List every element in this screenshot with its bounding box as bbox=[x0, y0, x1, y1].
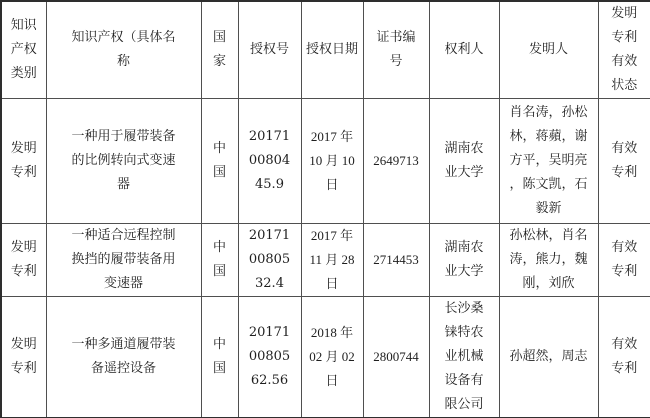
cell-certificate-number: 2800744 bbox=[363, 297, 429, 418]
col-header-category: 知识产权类别 bbox=[1, 1, 46, 99]
col-header-country: 国家 bbox=[201, 1, 238, 99]
cell-grant-number: 201710080532.4 bbox=[238, 224, 301, 297]
cell-category: 发明专利 bbox=[1, 99, 46, 224]
cell-status: 有效专利 bbox=[598, 99, 650, 224]
col-header-certificate-number: 证书编号 bbox=[363, 1, 429, 99]
table-row bbox=[1, 297, 650, 418]
cell-certificate-number: 2714453 bbox=[363, 224, 429, 297]
col-header-grant-number: 授权号 bbox=[238, 1, 301, 99]
cell-category: 发明专利 bbox=[1, 224, 46, 297]
cell-patent-name: 一种多通道履带装备遥控设备 bbox=[46, 297, 201, 418]
table-row bbox=[1, 99, 650, 224]
cell-rights-holder: 长沙桑铼特农业机械设备有限公司 bbox=[429, 297, 499, 418]
table-header bbox=[1, 1, 650, 99]
cell-grant-date: 2017 年 11 月 28 日 bbox=[301, 224, 363, 297]
cell-inventors: 孙超然，周志 bbox=[499, 297, 598, 418]
col-header-grant-date: 授权日期 bbox=[301, 1, 363, 99]
cell-inventors: 孙松林，肖名涛，熊力，魏刚，刘欣 bbox=[499, 224, 598, 297]
header-row bbox=[1, 1, 650, 99]
col-header-rights-holder: 权利人 bbox=[429, 1, 499, 99]
col-header-status: 发明专利有效状态 bbox=[598, 1, 650, 99]
cell-grant-number: 201710080445.9 bbox=[238, 99, 301, 224]
cell-inventors: 肖名涛，孙松林，蒋蘋，谢方平，吴明亮，陈文凯，石毅新 bbox=[499, 99, 598, 224]
cell-country: 中国 bbox=[201, 297, 238, 418]
cell-patent-name: 一种适合远程控制换挡的履带装备用变速器 bbox=[46, 224, 201, 297]
cell-rights-holder: 湖南农业大学 bbox=[429, 99, 499, 224]
cell-country: 中国 bbox=[201, 99, 238, 224]
table-body bbox=[1, 99, 650, 418]
cell-grant-date: 2017 年 10 月 10 日 bbox=[301, 99, 363, 224]
table-row bbox=[1, 224, 650, 297]
cell-status: 有效专利 bbox=[598, 224, 650, 297]
cell-patent-name: 一种用于履带装备的比例转向式变速器 bbox=[46, 99, 201, 224]
cell-certificate-number: 2649713 bbox=[363, 99, 429, 224]
cell-status: 有效专利 bbox=[598, 297, 650, 418]
col-header-inventors: 发明人 bbox=[499, 1, 598, 99]
cell-grant-date: 2018 年 02 月 02 日 bbox=[301, 297, 363, 418]
cell-category: 发明专利 bbox=[1, 297, 46, 418]
cell-rights-holder: 湖南农业大学 bbox=[429, 224, 499, 297]
cell-country: 中国 bbox=[201, 224, 238, 297]
cell-grant-number: 201710080562.56 bbox=[238, 297, 301, 418]
col-header-patent-name: 知识产权（具体名称 bbox=[46, 1, 201, 99]
